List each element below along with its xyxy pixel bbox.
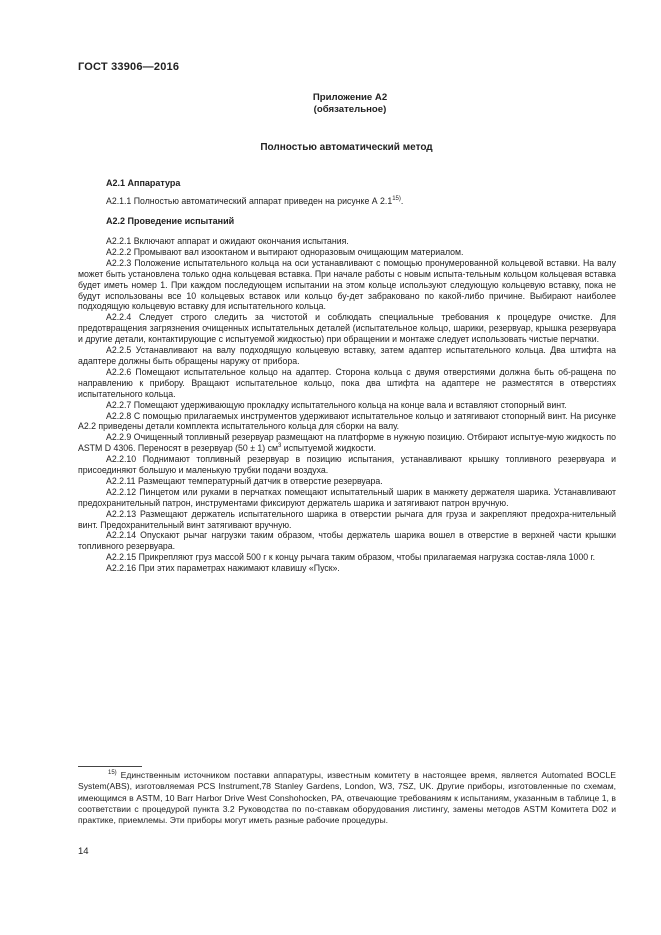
paragraph: А2.2.11 Размещают температурный датчик в отверстие резервуара. xyxy=(106,475,383,486)
paragraph: А2.2.12 Пинцетом или руками в перчатках помещают испытательный шарик в манжету держателя шарика. Устанавливают предохранительный патрон, инструментами фиксируют держатель шарика и затягивают патрон вручную. xyxy=(78,486,616,508)
footnote-mark-text: 15) xyxy=(108,770,117,776)
p229-sup: 3 xyxy=(278,443,282,450)
paragraph: А2.2.5 Устанавливают на валу подходящую кольцевую вставку, затем адаптер испытательного кольца. Два штифта на адаптере должны быть обращены наружу от прибора. xyxy=(78,345,616,366)
paragraph-a2-2-9 xyxy=(78,432,616,454)
paragraph: А2.2.16 При этих параметрах нажимают клавишу «Пуск». xyxy=(106,563,340,574)
footnote-divider xyxy=(78,766,142,767)
paragraph: А2.2.6 Помещают испытательное кольцо на адаптер. Сторона кольца с двумя отверстиями должна быть об-ращена по направлению к прибору. Вращают испытательное кольцо, пока два штифта на адаптере не разместятся в отверстиях испытательного кольца. xyxy=(78,366,616,399)
paragraph: А2.2.1 Включают аппарат и ожидают окончания испытания. xyxy=(106,236,349,246)
apparatus-paragraph xyxy=(78,196,616,207)
paragraph: А2.2.3 Положение испытательного кольца на оси устанавливают с помощью пронумерованной кольцевой вставки. На валу может быть установлена только одна кольцевая вставка. При начале работы с новым испыта-тельным кольцом кольцевая вставка будет иметь номер 1. При каждом последующем испытании на этом кольце используют следующую кольцевую вставку, пока не будут использованы все 10 кольцевых вставок или кольцо бу-дет забраковано по какой-либо причине. Выбирают наиболее подходящую кольцевую вставку для испытательного кольца. xyxy=(78,257,616,312)
footnote xyxy=(78,770,616,826)
paragraph: А2.2.2 Промывают вал изооктаном и вытирают одноразовым очищающим материалом. xyxy=(106,246,464,257)
p229-before: А2.2.9 Очищенный топливный резервуар размещают на платформе в нужную позицию. Отбирают испытуе-мую жидкость по ASTM D 4306. Переносят в резервуар (50 ± 1) см xyxy=(78,432,616,454)
paragraph: А2.2.14 Опускают рычаг нагрузки таким образом, чтобы держатель шарика вошел в отверстие в верхней части крышки топливного резервуара. xyxy=(78,530,616,552)
footnote-text: Единственным источником поставки аппаратуры, известным комитету в настоящее время, является Automated BOCLE System(ABS), изготовляемая PCS Instrument,78 Stanley Gardens, London, W3, 7SZ, UK. Другие приборы, изготовленные по схемам, имеющимся в ASTM, 10 Barr Harbor Drive West Conshohocken, PA, отвечающие требованиям к испытаниям, указанным в таблице 1, в соответствии с процедурой пункта 3.2 Руководства по по-ставкам оборудования листингу, замены методов ASTM Комитета D02 и практике, приемлемы. Эти приборы могут иметь разные рабочие процедуры. xyxy=(78,770,616,826)
paragraph: А2.2.15 Прикрепляют груз массой 500 г к концу рычага таким образом, чтобы прилагаемая нагрузка состав-ляла 1000 г. xyxy=(106,552,596,563)
apparatus-heading: А2.1 Аппаратура xyxy=(106,178,181,188)
footnote-mark xyxy=(78,770,117,780)
annex-status: (обязательное) xyxy=(313,104,387,115)
method-title: Полностью автоматический метод xyxy=(260,142,433,153)
a2-1-1-text: А2.1.1 Полностью автоматический аппарат приведен на рисунке А 2.1 xyxy=(106,196,393,206)
procedure-section xyxy=(78,216,616,227)
footnote-ref[interactable]: 15) xyxy=(392,196,401,202)
procedure-body xyxy=(78,236,616,574)
document-header: ГОСТ 33906—2016 xyxy=(78,61,180,73)
paragraph: А2.2.8 С помощью прилагаемых инструментов удерживают испытательное кольцо и затягивают стопорный винт. На рисунке А2.2 приведены детали комплекта испытательного кольца для сборки на валу. xyxy=(78,410,616,432)
paragraph: А2.2.7 Помещают удерживающую прокладку испытательного кольца на конце вала и вставляют стопорный винт. xyxy=(106,399,567,410)
annex-title: Приложение А2 xyxy=(312,92,388,103)
p229-after: испытуемой жидкости. xyxy=(281,443,376,454)
procedure-heading: А2.2 Проведение испытаний xyxy=(106,216,235,226)
paragraph: А2.2.13 Размещают держатель испытательного шарика в отверстии рычага для груза и закрепляют предохра-нительный винт. Предохранительный винт затягивают вручную. xyxy=(78,508,616,530)
paragraph-a2-2-10: А2.2.10 Поднимают топливный резервуар в позицию испытания, устанавливают крышку топливного резервуара и присоединяют большую и маленькую трубки подачи воздуха. xyxy=(78,454,616,476)
a2-1-1-end: . xyxy=(400,196,404,206)
paragraph: А2.2.4 Следует строго следить за чистотой и соблюдать специальные требования к процедуре очистке. Для предотвращения загрязнения очищенных испытательных деталей (испытательное кольцо, шарики, резервуар, крышка резервуара и другие детали, контактирующие с испытуемой жидкостью) при обращении и монтаже следует использовать чистые перчатки. xyxy=(78,312,616,345)
page-number: 14 xyxy=(78,846,89,857)
apparatus-section xyxy=(78,178,616,189)
